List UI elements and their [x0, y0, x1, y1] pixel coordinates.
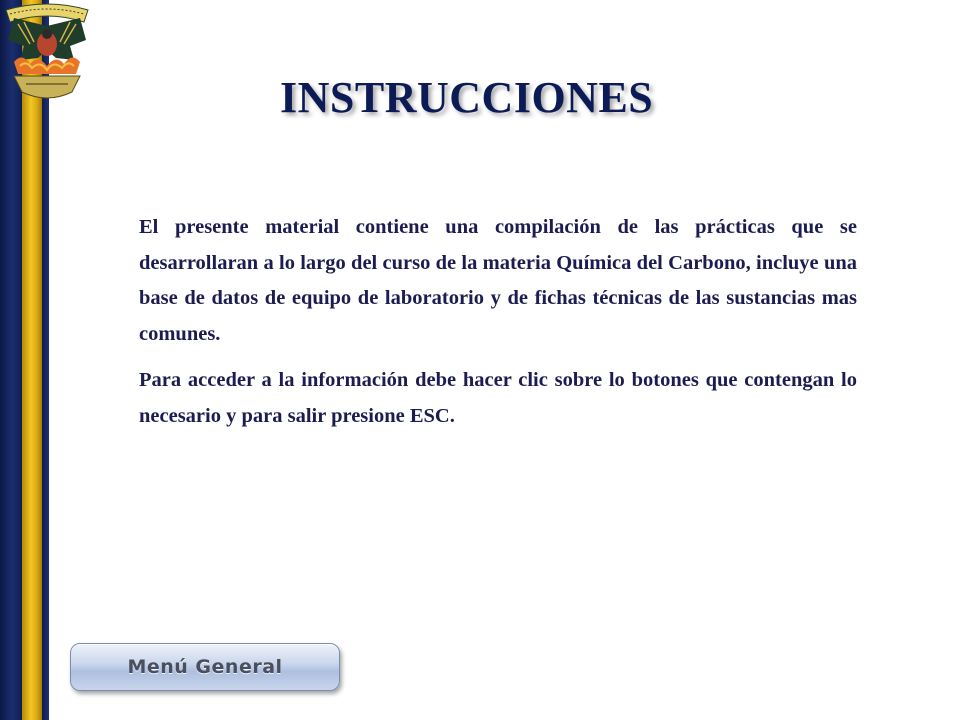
page-title: INSTRUCCIONES — [280, 73, 654, 122]
main-menu-button[interactable] — [70, 643, 340, 691]
instructions-paragraph-1: El presente material contiene una compilación de las prácticas que se desarrollaran a lo largo del curso de la materia Química del Carbono, incluye una base de datos de equipo de laboratorio y de fichas técnicas de las sustancias mas comunes. — [139, 216, 857, 345]
university-crest-icon — [0, 0, 94, 112]
instructions-text — [139, 210, 857, 445]
instructions-paragraph-2: Para acceder a la información debe hacer clic sobre lo botones que contengan lo necesario y para salir presione ESC. — [139, 369, 857, 427]
main-menu-button-label: Menú General — [127, 656, 283, 678]
